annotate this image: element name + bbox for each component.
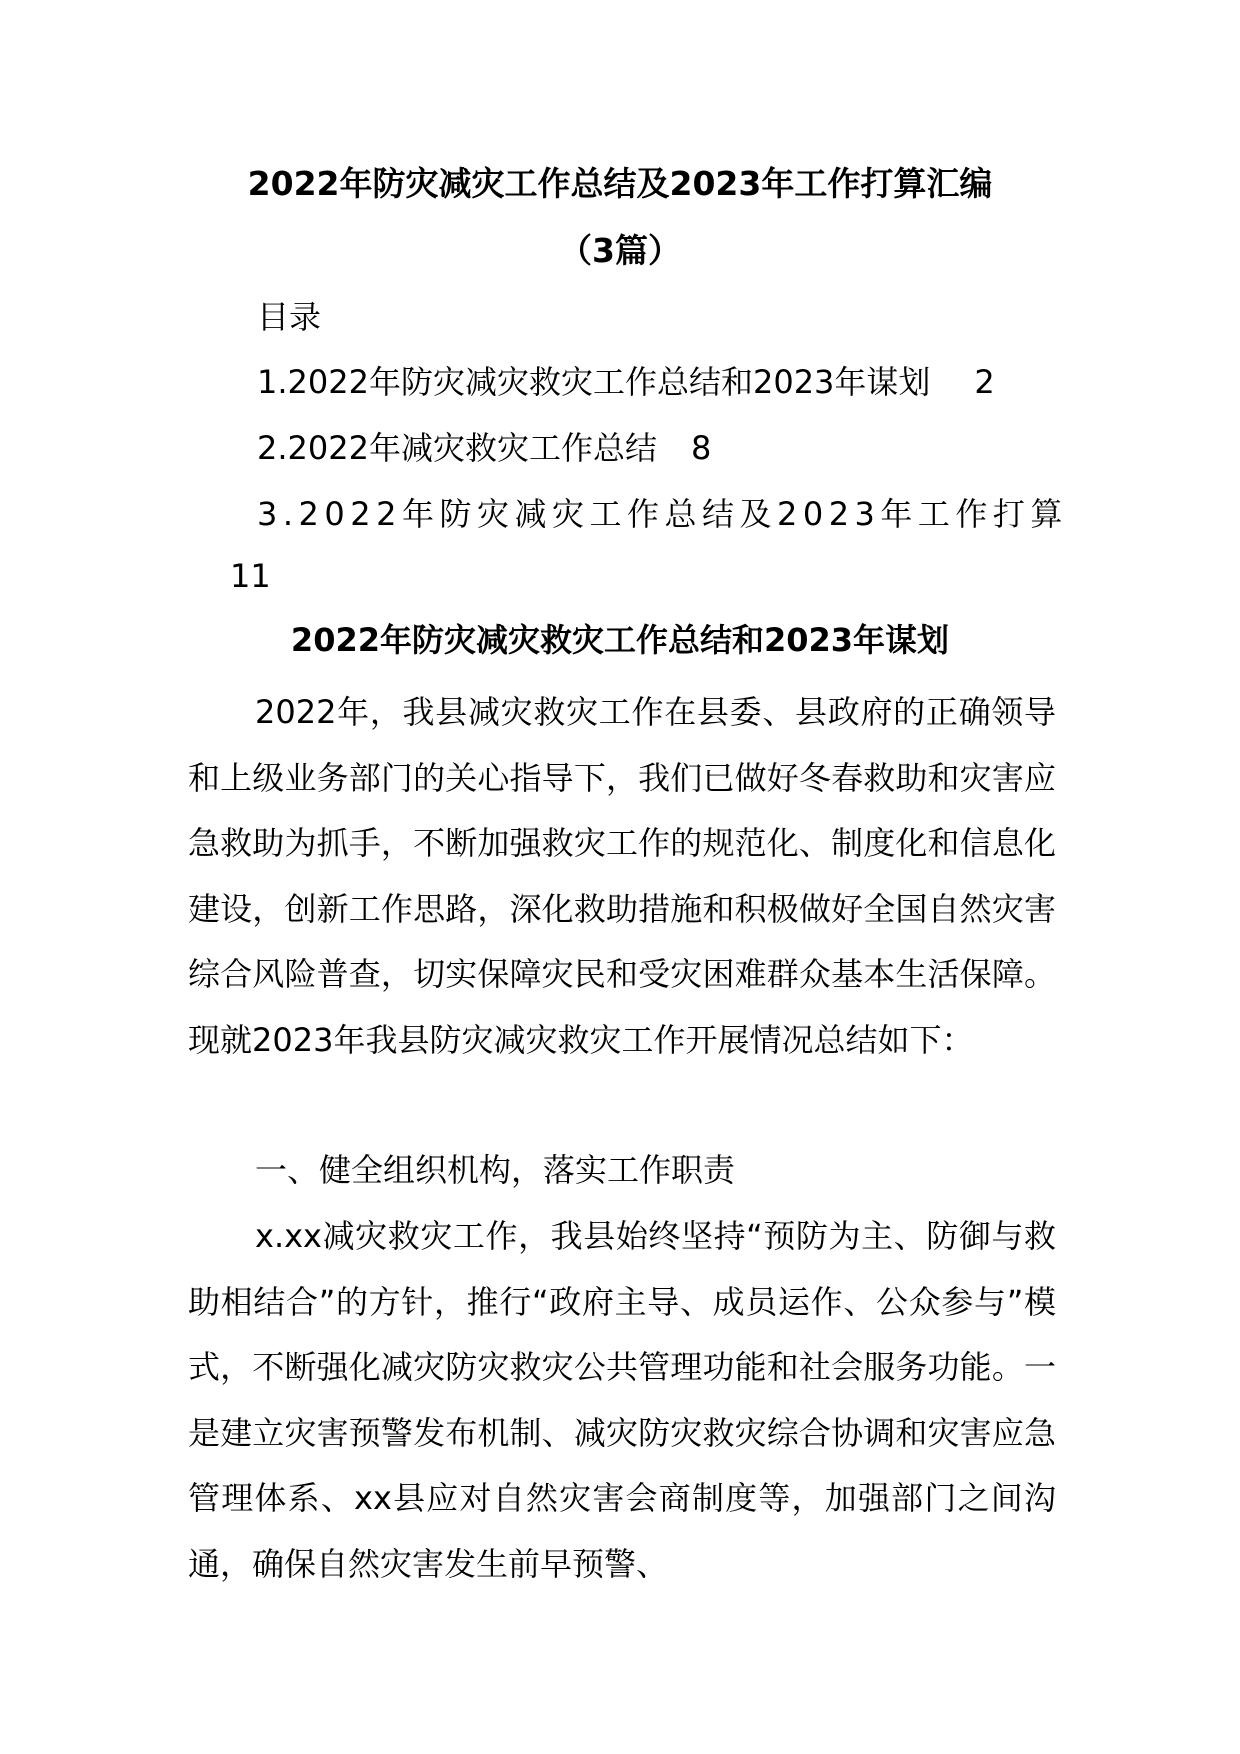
- body-paragraph-1: 2022年，我县减灾救灾工作在县委、县政府的正确领导和上级业务部门的关心指导下，我们已做好冬春救助和灾害应急救助为抓手，不断加强救灾工作的规范化、制度化和信息化建设，创新工作思路，深化救助措施和积极做好全国自然灾害综合风险普查，切实保障灾民和受灾困难群众基本生活保障。现就2023年我县防灾减灾救灾工作开展情况总结如下：: [188, 693, 1056, 1059]
- toc-item-1-text: 1.2022年防灾减灾救灾工作总结和2023年谋划: [257, 363, 931, 401]
- toc-item-2[interactable]: [257, 428, 711, 468]
- toc-item-2-page: 8: [690, 429, 712, 467]
- toc-heading: 目录: [257, 298, 322, 336]
- document-title: 2022年防灾减灾工作总结及2023年工作打算汇编: [247, 164, 993, 203]
- toc-item-1-page: 2: [974, 363, 995, 401]
- document-subtitle: （3篇）: [559, 231, 681, 270]
- toc-item-1[interactable]: [257, 362, 995, 402]
- toc-item-3-text: 3.2022年防灾减灾工作总结及2023年工作打算: [257, 495, 1068, 533]
- body-paragraph-2: x.xx减灾救灾工作，我县始终坚持“预防为主、防御与救助相结合”的方针，推行“政府主导、成员运作、公众参与”模式，不断强化减灾防灾救灾公共管理功能和社会服务功能。一是建立灾害预警发布机制、减灾防灾救灾综合协调和灾害应急管理体系、xx县应对自然灾害会商制度等，加强部门之间沟通，确保自然灾害发生前早预警、: [188, 1217, 1056, 1583]
- section-title: 2022年防灾减灾救灾工作总结和2023年谋划: [290, 621, 950, 659]
- toc-item-3-page[interactable]: 11: [230, 557, 271, 595]
- toc-item-3[interactable]: [257, 494, 1068, 534]
- toc-item-2-text: 2.2022年减灾救灾工作总结: [257, 429, 657, 467]
- section-heading-1: 一、健全组织机构，落实工作职责: [255, 1151, 736, 1189]
